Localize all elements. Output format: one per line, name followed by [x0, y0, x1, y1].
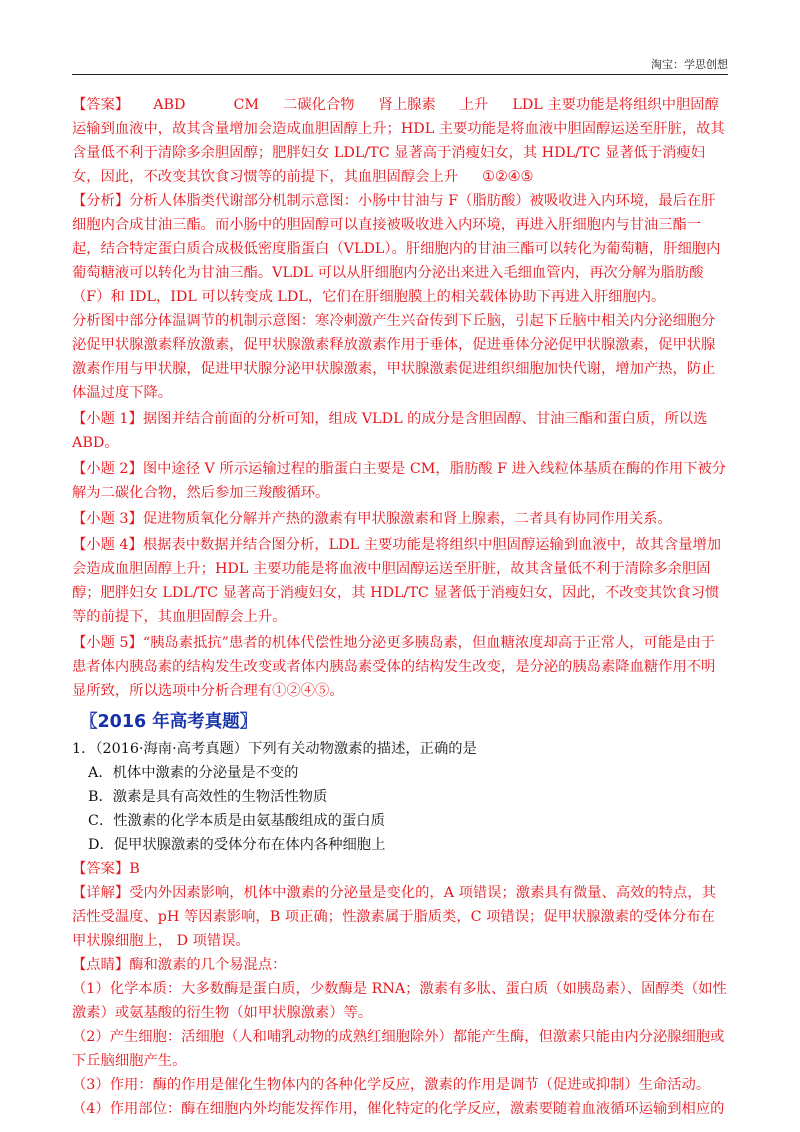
- subquestion-1: [72, 407, 728, 455]
- option-d: D．促甲状腺激素的受体分布在体内各种细胞上: [88, 837, 386, 853]
- subquestion-4: [72, 533, 728, 629]
- answer-2: [72, 857, 728, 881]
- answer-item: ABD: [153, 97, 186, 113]
- subquestion-tag: 【小题 2】: [72, 461, 143, 477]
- answer-item: 二碳化合物: [283, 97, 355, 113]
- header-source: 淘宝：学思创想: [651, 58, 728, 71]
- subquestion-text: “胰岛素抵抗”患者的机体代偿性地分泌更多胰岛素，但血糖浓度却高于正常人，可能是由于患者体内胰岛素的结构发生改变或者体内胰岛素受体的结构发生改变，是分泌的胰岛素降血糖作用不明显所致，所以选项中分析合理有①②④⑤。: [72, 635, 716, 699]
- answer-item: CM: [233, 97, 260, 113]
- question-number: 1．: [72, 741, 96, 757]
- answer-last: ①②④⑤: [482, 169, 534, 185]
- answer-text: LDL 主要功能是将组织中胆固醇运输到血液中，故其含量增加会造成血胆固醇上升；HDL 主要功能是将血液中胆固醇运送至肝脏，故其含量低不利于清除多余胆固醇；肥胖妇女 LDL/TC 显著高于消瘦妇女，其 HDL/TC 显著低于消瘦妇女，因此，不改变其饮食习惯等的前提下，其血胆固醇会上升: [72, 97, 725, 185]
- section-title: 〖2016 年高考真题〗: [80, 712, 258, 732]
- header-rule: [72, 74, 728, 75]
- option-c: C．性激素的化学本质是由氨基酸组成的蛋白质: [88, 813, 385, 829]
- detail-text: 受内外因素影响，机体中激素的分泌量是变化的，A 项错误；激素具有微量、高效的特点，其活性受温度、pH 等因素影响，B 项正确；性激素属于脂质类，C 项错误；促甲状腺激素的受体分布在甲状腺细胞上， D 项错误。: [72, 885, 716, 949]
- subquestion-tag: 【小题 4】: [72, 537, 143, 553]
- tips-item-3: （3）作用：酶的作用是催化生物体内的各种化学反应，激素的作用是调节（促进或抑制）生命活动。: [72, 1077, 711, 1093]
- tips-title-text: 酶和激素的几个易混点：: [129, 957, 287, 973]
- subquestion-tag: 【小题 3】: [72, 511, 143, 527]
- analysis-text-1: 分析人体脂类代谢部分机制示意图：小肠中甘油与 F（脂肪酸）被吸收进入内环境，最后在肝细胞内合成甘油三酯。而小肠中的胆固醇可以直接被吸收进入内环境，再进入肝细胞内与甘油三酯一起，结合特定蛋白质合成极低密度脂蛋白（VLDL）。肝细胞内的甘油三酯可以转化为葡萄糖，肝细胞内 葡萄糖液可以转化为甘油三酯。VLDL 可以从肝细胞内分泌出来进入毛细血管内，再次分解为脂肪酸（F）和 IDL，IDL 可以转变成 LDL，它们在肝细胞膜上的相关载体协助下再进入肝细胞内。: [72, 193, 721, 305]
- subquestion-3: [72, 507, 728, 531]
- answer-tag: 【答案】: [72, 861, 130, 877]
- subquestion-tag: 【小题 5】: [72, 635, 143, 651]
- subquestion-text: 据图并结合前面的分析可知，组成 VLDL 的成分是含胆固醇、甘油三酯和蛋白质，所以选 ABD。: [72, 411, 708, 451]
- question-stem-text: 下列有关动物激素的描述，正确的是: [248, 741, 477, 757]
- subquestion-5: [72, 631, 728, 703]
- subquestion-text: 图中途径 V 所示运输过程的脂蛋白主要是 CM，脂肪酸 F 进入线粒体基质在酶的作用下被分解为二碳化合物，然后参加三羧酸循环。: [72, 461, 727, 501]
- subquestion-text: 促进物质氧化分解并产热的激素有甲状腺激素和肾上腺素，二者具有协同作用关系。: [142, 511, 672, 527]
- subquestion-text: 根据表中数据并结合图分析，LDL 主要功能是将组织中胆固醇运输到血液中，故其含量增加会造成血胆固醇上升；HDL 主要功能是将血液中胆固醇运送至肝脏，故其含量低不利于清除多余胆固醇；肥胖妇女 LDL/TC 显著高于消瘦妇女，其 HDL/TC 显著低于消瘦妇女，因此，不改变其饮食习惯等的前提下，其血胆固醇会上升。: [72, 537, 722, 625]
- detail-tag: 【详解】: [72, 885, 130, 901]
- subquestion-tag: 【小题 1】: [72, 411, 143, 427]
- tips-item-4: （4）作用部位：酶在细胞内外均能发挥作用，催化特定的化学反应，激素要随着血液循环运输到相应的: [72, 1101, 725, 1117]
- question-stem: [72, 737, 728, 761]
- answer-tag: 【答案】: [72, 97, 130, 113]
- answer-item: 肾上腺素: [378, 97, 436, 113]
- tips-item-2: （2）产生细胞：活细胞（人和哺乳动物的成熟红细胞除外）都能产生酶，但激素只能由内分泌腺细胞或下丘脑细胞产生。: [72, 1029, 725, 1069]
- detail-paragraph: [72, 881, 728, 953]
- analysis-tag: 【分析】: [72, 193, 130, 209]
- question-source: （2016·海南·高考真题）: [95, 741, 249, 757]
- analysis-paragraph-2: 分析图中部分体温调节的机制示意图：寒冷刺激产生兴奋传到下丘脑，引起下丘脑中相关内分泌细胞分泌促甲状腺激素释放激素，促甲状腺激素释放激素作用于垂体，促进垂体分泌促甲状腺激素，促甲状腺激素作用与甲状腺，促进甲状腺分泌甲状腺激素，甲状腺激素促进组织细胞加快代谢，增加产热，防止体温过度下降。: [72, 313, 716, 401]
- subquestion-2: [72, 457, 728, 505]
- tips-tag: 【点睛】: [72, 957, 130, 973]
- answer-paragraph: [72, 93, 728, 189]
- answer-item: 上升: [459, 97, 489, 113]
- tips-item-1: （1）化学本质：大多数酶是蛋白质，少数酶是 RNA；激素有多肽、蛋白质（如胰岛素）、固醇类（如性激素）或氨基酸的衍生物（如甲状腺激素）等。: [72, 981, 727, 1021]
- answer-value: B: [129, 861, 140, 877]
- tips-title: [72, 953, 728, 977]
- analysis-paragraph: [72, 189, 728, 309]
- option-b: B．激素是具有高效性的生物活性物质: [88, 789, 328, 805]
- content: [72, 93, 728, 1121]
- option-a: A．机体中激素的分泌量是不变的: [88, 765, 299, 781]
